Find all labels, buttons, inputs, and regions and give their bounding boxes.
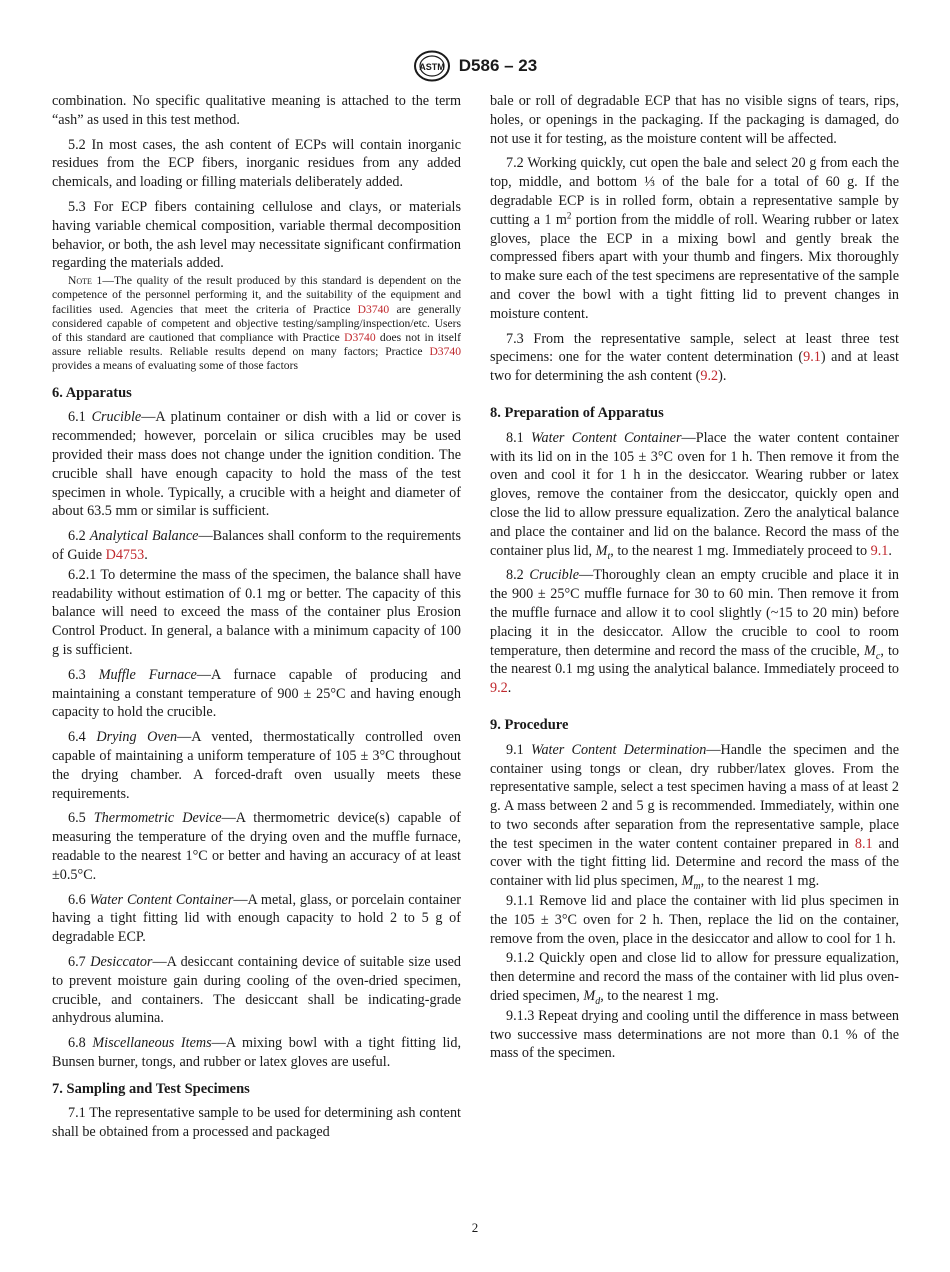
paragraph-7-1: 7.1 The representative sample to be used for determining ash content shall be obtained from a processed and packaged (52, 1105, 461, 1141)
para-number: 6.4 (68, 729, 97, 746)
para-text: . (144, 546, 148, 563)
paragraph-6-2 (52, 527, 461, 565)
note-label: Note 1 (68, 274, 103, 288)
para-number: 8.2 (506, 567, 530, 584)
para-text: —A platinum container or dish with a lid or cover is recommended; however, porcelain or silica crucibles may be used provided their mass does not change under the ignition condition. The crucible shall have enough capacity to hold the mass of the test specimen in whole. Typically, a crucible with a height and diameter of about 63.5 mm or similar is sufficient. (52, 409, 462, 520)
note-text: does not in itself assure reliable results. Reliable results depend on many factors; Practice (52, 330, 461, 359)
term: Water Content Container (89, 891, 234, 908)
para-number: 6.2 (68, 528, 90, 545)
term: Muffle Furnace (98, 666, 197, 683)
term: Miscellaneous Items (92, 1035, 212, 1052)
paragraph-9-1 (490, 741, 899, 891)
para-text: —Place the water content container with its lid on in the 105 ± 3°C oven for 1 h. Then remove it from the oven and cool it for 1 h in the desiccator. Wearing rubber or latex gloves, remove the container from the desiccator, quickly open and close the lid to allow pressure equalization. Zero the analytical balance and place the container and lid on the balance. Record the mass of the container plus lid, (490, 429, 900, 559)
para-text: ) and at least two for determining the ash content ( (490, 349, 899, 385)
para-number: 6.5 (68, 810, 94, 827)
term: Thermometric Device (93, 810, 222, 827)
para-text: , to the nearest 1 mg. Immediately proceed to (610, 542, 871, 559)
term: Analytical Balance (89, 528, 199, 545)
para-number: 6.3 (68, 666, 99, 683)
para-text: and cover with the tight fitting lid. Determine and record the mass of the container with lid plus specimen, (490, 835, 899, 890)
term: Crucible (91, 409, 142, 426)
para-text: —A furnace capable of producing and maintaining a constant temperature of 900 ± 25°C and having enough capacity to hold the crucible. (52, 666, 461, 721)
para-text: 7.3 From the representative sample, select at least three test specimens: one for the water content determination ( (490, 330, 899, 366)
page-header (0, 50, 950, 86)
paragraph-6-1 (52, 408, 461, 521)
variable: M (864, 642, 876, 659)
paragraph-6-3 (52, 666, 461, 722)
link-d3740[interactable]: D3740 (344, 330, 376, 344)
term: Desiccator (90, 953, 153, 970)
astm-logo-icon (413, 50, 451, 82)
para-text: —A vented, thermostatically controlled oven capable of maintaining a uniform temperature of 105 ± 3°C throughout the drying chamber. A forced-draft oven usually meets these requirements. (52, 729, 461, 802)
page-number: 2 (471, 1220, 479, 1235)
para-number: 6.7 (68, 953, 91, 970)
link-d3740[interactable]: D3740 (357, 302, 390, 316)
para-text: . (507, 680, 512, 697)
note-1 (52, 274, 461, 373)
section-heading-sampling: 7. Sampling and Test Specimens (52, 1080, 250, 1097)
para-text: —Handle the specimen and the container using tongs or clean, dry rubber/latex gloves. From the representative sample, select a test specimen having a mass of at least 2 g. A mass between 2 and 5 g is recommended. Immediately, within one to two seconds after separation from the representative sample, place the test specimen in the water content container prepared in (490, 741, 900, 852)
section-heading-preparation: 8. Preparation of Apparatus (490, 404, 664, 421)
term: Water Content Container (531, 429, 682, 446)
paragraph-9-1-1: 9.1.1 Remove lid and place the container with lid plus specimen in the 105 ± 3°C oven for 2 h. Then, replace the lid on the container, remove from the oven, place in the desiccator and allow to cool for 1 h. (490, 893, 899, 947)
paragraph-7-3 (490, 330, 899, 386)
term: Drying Oven (96, 729, 178, 746)
paragraph-6-2-1: 6.2.1 To determine the mass of the specimen, the balance shall have readability without estimation of 0.1 mg or better. The capacity of this balance will need to exceed the mass of the container plus Erosion Control Product. In general, a balance with a minimum capacity of 100 g is sufficient. (52, 566, 461, 658)
para-text: —A thermometric device(s) capable of measuring the temperature of the drying oven and the muffle furnace, readable to the nearest 1°C or better and having an accuracy of at least ±0.5°C. (52, 810, 462, 883)
section-heading-procedure: 9. Procedure (490, 716, 569, 733)
note-text: provides a means of evaluating some of those factors (52, 359, 298, 373)
superscript: 2 (566, 210, 572, 221)
para-text: 9.1.2 Quickly open and close lid to allow for pressure equalization, then determine and record the mass of the container with lid plus oven-dried specimen, (490, 950, 899, 1005)
para-text: —A mixing bowl with a tight fitting lid, Bunsen burner, tongs, and rubber or latex gloves are useful. (52, 1035, 461, 1070)
para-text: —Thoroughly clean an empty crucible and place it in the 900 ± 25°C muffle furnace for 30 to 60 min. Then remove it from the muffle furnace and allow it to cool slightly (~15 to 20 min) before placing it in the desiccator. Allow the crucible to cool to room temperature, then determine and record the mass of the crucible, (490, 567, 899, 659)
link-8-1[interactable]: 8.1 (854, 835, 873, 852)
left-column (52, 92, 461, 1148)
paragraph-6-6 (52, 891, 461, 947)
para-text: ). (718, 368, 727, 385)
para-number: 9.1 (506, 741, 531, 758)
link-9-2[interactable]: 9.2 (700, 368, 719, 385)
link-d3740[interactable]: D3740 (429, 345, 461, 359)
variable: M (583, 988, 596, 1005)
paragraph-5-2: 5.2 In most cases, the ash content of ECPs will contain inorganic residues from the ECP fibers, inorganic residues from any added chemicals, and loading or filling materials deliberately added. (52, 136, 461, 191)
term: Crucible (529, 567, 580, 584)
subscript: d (595, 995, 601, 1007)
para-text: 7.2 Working quickly, cut open the bale and select 20 g from each the top, middle, and bottom ⅓ of the bale for a total of 60 g. If the degradable ECP is in rolled form, obtain a representative sample by cutting a 1 m (490, 155, 899, 228)
paragraph-9-1-3: 9.1.3 Repeat drying and cooling until the difference in mass between two successive mass determinations are not more than 0.1 % of the mass of the specimen. (490, 1007, 899, 1062)
paragraph-6-4 (52, 728, 461, 803)
paragraph-5-3: 5.3 For ECP fibers containing cellulose and clays, or materials having variable chemical composition, variable thermal decomposition behavior, or both, the ash level may necessitate significant confirmation regarding the materials added. (52, 198, 461, 272)
para-text: —A metal, glass, or porcelain container having a tight fitting lid with enough capacity to hold 2 to 5 g of degradable ECP. (52, 891, 461, 946)
paragraph-continuation: bale or roll of degradable ECP that has no visible signs of tears, rips, holes, or openings in the packaging. If the packaging is damaged, do not use it for testing, as the moisture content will be affected. (490, 93, 899, 147)
para-text: —Balances shall conform to the requirements of Guide (52, 528, 461, 563)
paragraph-6-8 (52, 1034, 461, 1072)
paragraph-8-1 (490, 429, 899, 561)
paragraph-8-2 (490, 566, 899, 698)
para-text: portion from the middle of roll. Wearing rubber or latex gloves, place the ECP in a mixing bowl and gently break the compressed fibers apart with your thumb and fingers. Mix thoroughly to make sure each of the test specimens are representative of the sample and cover the bowl with a tight fitting lid to prevent changes in moisture content. (490, 211, 899, 322)
para-text: , to the nearest 1 mg. (700, 873, 820, 890)
paragraph-9-1-2 (490, 949, 899, 1005)
paragraph-6-7 (52, 953, 461, 1028)
link-9-1[interactable]: 9.1 (870, 542, 889, 559)
variable: M (595, 542, 608, 559)
document-id: D586 – 23 (458, 56, 538, 75)
para-number: 6.8 (68, 1035, 93, 1052)
note-text: are generally considered capable of competent and objective testing/sampling/inspection/etc. Users of this standard are cautioned that compliance with Practice (52, 302, 461, 344)
subscript: m (693, 881, 701, 893)
link-d4753[interactable]: D4753 (105, 546, 145, 563)
logo-text: ASTM (419, 62, 445, 72)
para-number: 6.6 (68, 891, 90, 908)
para-text: , to the nearest 0.1 mg using the analytical balance. Immediately proceed to (490, 642, 899, 678)
para-number: 8.1 (506, 429, 532, 446)
subscript: t (607, 550, 611, 562)
para-text: , to the nearest 1 mg. (600, 988, 719, 1005)
link-9-1[interactable]: 9.1 (803, 349, 821, 366)
para-text: —A desiccant containing device of suitable size used to prevent moisture gain during cooling of the oven-dried specimen, crucible, and containers. The desiccant shall be indicating-grade anhydrous alumina. (52, 953, 462, 1027)
paragraph-6-5 (52, 809, 461, 884)
term: Water Content Determination (530, 741, 707, 758)
note-text: —The quality of the result produced by this standard is dependent on the competence of the personnel performing it, and the suitability of the equipment and facilities used. Agencies that meet the criteria of Practice (52, 274, 461, 316)
link-9-2[interactable]: 9.2 (490, 680, 508, 697)
paragraph-7-2 (490, 154, 899, 323)
section-heading-apparatus: 6. Apparatus (52, 384, 132, 401)
para-text: . (888, 542, 892, 559)
paragraph-continuation: combination. No specific qualitative meaning is attached to the term “ash” as used in this test method. (52, 93, 461, 128)
variable: M (681, 873, 694, 890)
right-column (490, 92, 899, 1069)
para-number: 6.1 (68, 409, 92, 426)
subscript: c (875, 650, 881, 662)
